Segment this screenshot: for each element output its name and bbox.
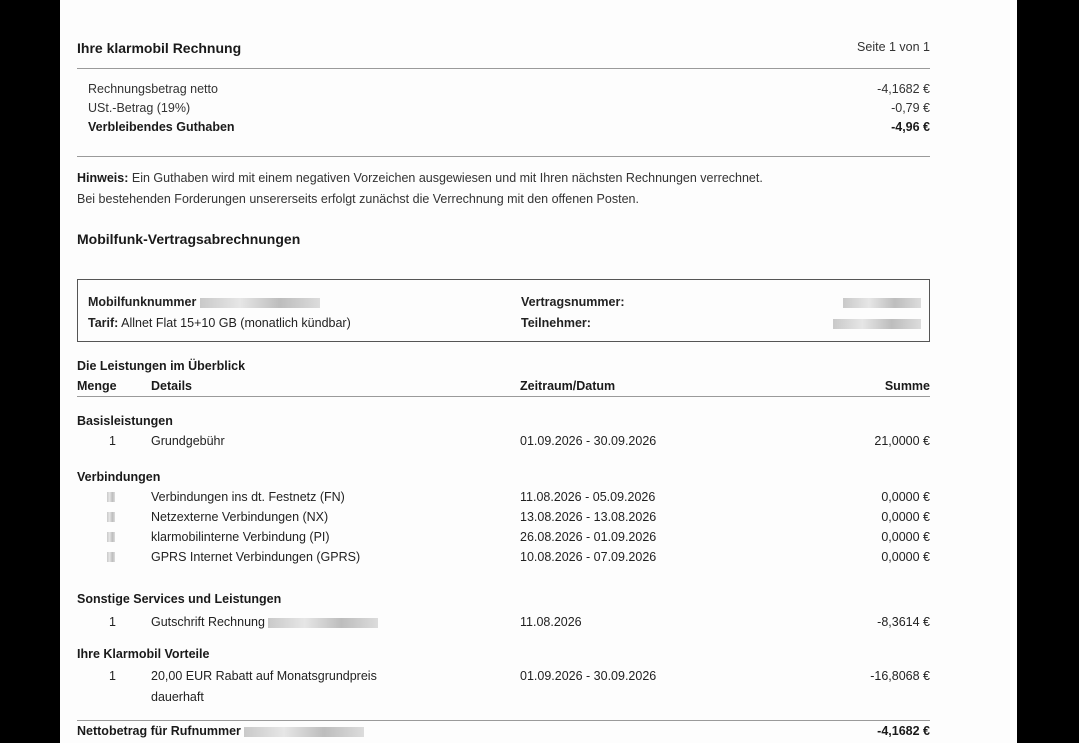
note-text-2: Bei bestehenden Forderungen unsererseits erfolgt zunächst die Verrechnung mit den offenen Posten. xyxy=(77,192,639,206)
note-text: Ein Guthaben wird mit einem negativen Vorzeichen ausgewiesen und mit Ihren nächsten Rechnungen verrechnet. xyxy=(128,171,763,185)
table-row xyxy=(77,527,930,547)
table-row xyxy=(77,666,930,686)
row-period: 01.09.2026 - 30.09.2026 xyxy=(520,434,657,448)
row-period: 26.08.2026 - 01.09.2026 xyxy=(520,530,657,544)
table-header xyxy=(77,376,930,397)
summary-row xyxy=(77,80,930,99)
divider xyxy=(77,156,930,157)
redacted-qty xyxy=(107,552,115,562)
page-indicator: Seite 1 von 1 xyxy=(857,40,930,54)
total-value: -4,1682 € xyxy=(877,724,930,738)
row-sum: 0,0000 € xyxy=(881,510,930,524)
row-period: 10.08.2026 - 07.09.2026 xyxy=(520,550,657,564)
mobile-number-label: Mobilfunknummer xyxy=(88,295,197,309)
redacted-participant xyxy=(833,319,921,329)
row-details-wrap xyxy=(151,612,378,632)
group-title: Basisleistungen xyxy=(77,414,173,428)
table-row xyxy=(77,612,930,632)
row-details: 20,00 EUR Rabatt auf Monatsgrundpreis xyxy=(151,669,377,683)
row-sum: 0,0000 € xyxy=(881,490,930,504)
group-title: Ihre Klarmobil Vorteile xyxy=(77,647,210,661)
row-sum: -16,8068 € xyxy=(870,669,930,683)
row-sum: 0,0000 € xyxy=(881,530,930,544)
group-title: Verbindungen xyxy=(77,470,161,484)
summary-block xyxy=(77,80,930,137)
invoice-header xyxy=(77,40,930,69)
redacted-qty xyxy=(107,532,115,542)
total-label: Nettobetrag für Rufnummer xyxy=(77,724,241,738)
summary-row xyxy=(77,99,930,118)
row-details: Verbindungen ins dt. Festnetz (FN) xyxy=(151,490,345,504)
row-details: Grundgebühr xyxy=(151,434,225,448)
invoice-page xyxy=(60,0,1017,743)
redacted-value xyxy=(200,298,320,308)
total-row xyxy=(77,720,930,741)
note-label: Hinweis: xyxy=(77,171,129,185)
overview-title: Die Leistungen im Überblick xyxy=(77,359,246,373)
note-block xyxy=(77,168,930,210)
table-row-continuation xyxy=(77,687,930,707)
row-sum: 21,0000 € xyxy=(874,434,930,448)
summary-label: Rechnungsbetrag netto xyxy=(88,82,218,96)
redacted-value xyxy=(268,618,378,628)
header-details: Details xyxy=(151,379,192,393)
row-details: dauerhaft xyxy=(151,690,204,704)
row-qty: 1 xyxy=(109,615,116,629)
row-sum: 0,0000 € xyxy=(881,550,930,564)
table-row xyxy=(77,507,930,527)
participant-label: Teilnehmer: xyxy=(521,316,591,330)
invoice-title: Ihre klarmobil Rechnung xyxy=(77,40,242,56)
total-label-wrap xyxy=(77,721,364,741)
row-details: Gutschrift Rechnung xyxy=(151,615,265,629)
row-details: GPRS Internet Verbindungen (GPRS) xyxy=(151,550,361,564)
redacted-qty xyxy=(107,512,115,522)
row-details: Netzexterne Verbindungen (NX) xyxy=(151,510,329,524)
row-period: 11.08.2026 - 05.09.2026 xyxy=(520,490,656,504)
section-title: Mobilfunk-Vertragsabrechnungen xyxy=(77,231,301,247)
table-row xyxy=(77,487,930,507)
redacted-qty xyxy=(107,492,115,502)
redacted-value xyxy=(244,727,364,737)
table-row xyxy=(77,431,930,451)
summary-label: Verbleibendes Guthaben xyxy=(88,120,235,134)
summary-label: USt.-Betrag (19%) xyxy=(88,101,191,115)
summary-value: -0,79 € xyxy=(891,101,930,115)
header-period: Zeitraum/Datum xyxy=(520,379,616,393)
row-qty: 1 xyxy=(109,434,116,448)
summary-value: -4,96 € xyxy=(891,120,930,134)
header-qty: Menge xyxy=(77,379,117,393)
row-period: 13.08.2026 - 13.08.2026 xyxy=(520,510,657,524)
row-period: 11.08.2026 xyxy=(520,615,582,629)
header-sum: Summe xyxy=(884,379,930,393)
redacted-contract-number xyxy=(843,298,921,308)
row-sum: -8,3614 € xyxy=(877,615,930,629)
summary-row xyxy=(77,118,930,137)
tariff-value: Allnet Flat 15+10 GB (monatlich kündbar) xyxy=(118,316,351,330)
table-row xyxy=(77,547,930,567)
group-title: Sonstige Services und Leistungen xyxy=(77,592,282,606)
row-details: klarmobilinterne Verbindung (PI) xyxy=(151,530,330,544)
contract-box xyxy=(77,279,930,342)
tariff-label: Tarif: xyxy=(88,316,119,330)
mobile-number-field xyxy=(88,295,320,309)
summary-value: -4,1682 € xyxy=(877,82,930,96)
row-period: 01.09.2026 - 30.09.2026 xyxy=(520,669,657,683)
row-qty: 1 xyxy=(109,669,116,683)
tariff-field xyxy=(88,316,351,330)
contract-number-label: Vertragsnummer: xyxy=(521,295,625,309)
